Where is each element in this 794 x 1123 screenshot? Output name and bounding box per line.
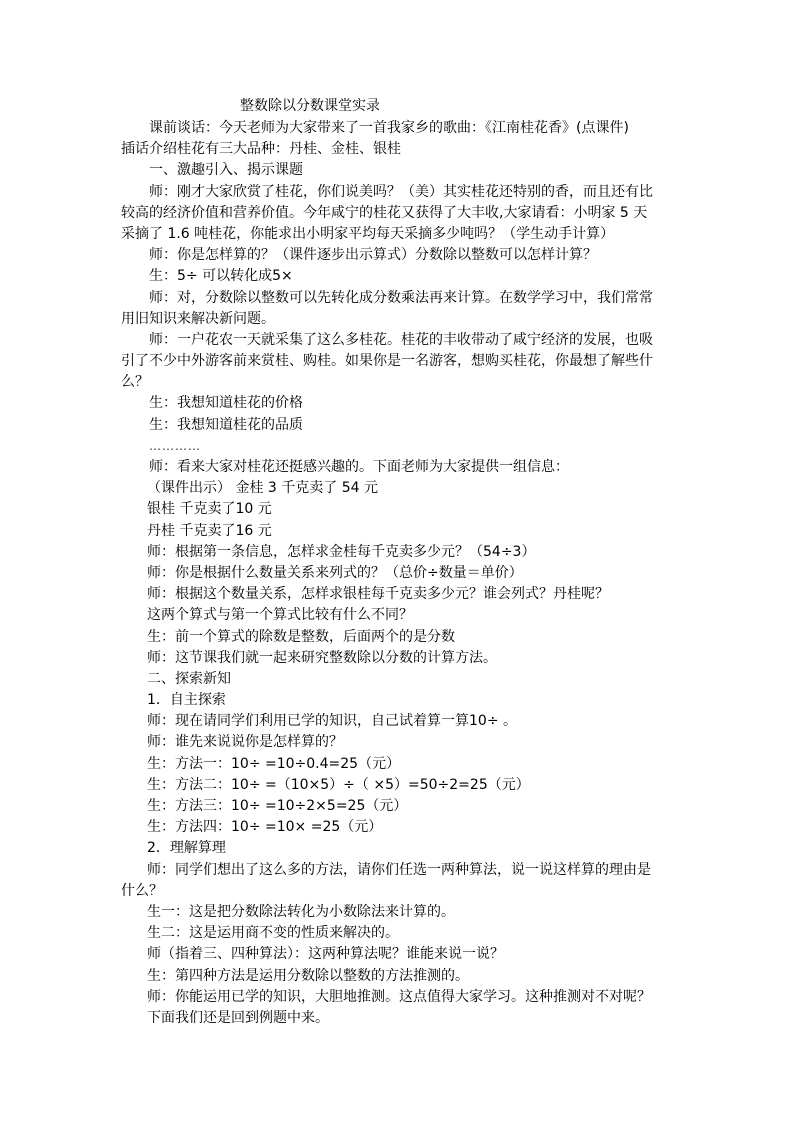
paragraph-line: 师：刚才大家欣赏了桂花，你们说美吗？（美）其实桂花还特别的香，而且还有比 <box>149 183 653 200</box>
paragraph-line: 么？ <box>121 374 149 391</box>
paragraph-line: 生：方法一：10÷ =10÷0.4=25（元） <box>147 755 401 772</box>
paragraph-line: 银桂 千克卖了10 元 <box>147 501 272 518</box>
paragraph-line: 丹桂 千克卖了16 元 <box>147 522 272 539</box>
paragraph-line: 师（指着三、四种算法）：这两种算法呢？谁能来说一说？ <box>147 946 504 963</box>
paragraph-line: 师：这节课我们就一起来研究整数除以分数的计算方法。 <box>147 649 497 666</box>
paragraph-line: 师：根据第一条信息，怎样求金桂每千克卖多少元？（54÷3） <box>147 543 536 560</box>
paragraph-line: 生：我想知道桂花的品质 <box>149 416 303 433</box>
paragraph-line: 采摘了 1.6 吨桂花，你能求出小明家平均每天采摘多少吨吗？（学生动手计算） <box>121 225 615 242</box>
paragraph-line: 用旧知识来解决新问题。 <box>121 310 275 327</box>
ellipsis-line: ………… <box>149 438 201 453</box>
paragraph-line: （课件出示） 金桂 3 千克卖了 54 元 <box>147 480 378 497</box>
paragraph-line: 生二：这是运用商不变的性质来解决的。 <box>147 925 399 942</box>
paragraph-line: 生：5÷ 可以转化成5× <box>149 268 293 285</box>
paragraph-line: 师：你是怎样算的？（课件逐步出示算式）分数除以整数可以怎样计算？ <box>149 247 597 264</box>
paragraph-line: 生：我想知道桂花的价格 <box>149 395 303 412</box>
paragraph-line: 这两个算式与第一个算式比较有什么不同？ <box>147 607 413 624</box>
paragraph-line: 生：方法三：10÷ =10÷2×5=25（元） <box>147 798 408 814</box>
paragraph-line: 生：第四种方法是运用分数除以整数的方法推测的。 <box>147 967 469 984</box>
paragraph-line: 插话介绍桂花有三大品种：丹桂、金桂、银桂 <box>121 141 401 158</box>
paragraph-line: 生：前一个算式的除数是整数，后面两个的是分数 <box>147 628 455 645</box>
paragraph-line: 师：一户花农一天就采集了这么多桂花。桂花的丰收带动了咸宁经济的发展，也吸 <box>149 331 653 348</box>
paragraph-line: 师：谁先来说说你是怎样算的？ <box>147 734 343 751</box>
paragraph-line: 较高的经济价值和营养价值。今年咸宁的桂花又获得了大丰收,大家请看：小明家 5 天 <box>121 204 648 221</box>
paragraph-line: 引了不少中外游客前来赏桂、购桂。如果你是一名游客，想购买桂花，你最想了解些什 <box>121 353 653 370</box>
paragraph-line: 生：方法四：10÷ =10× =25（元） <box>147 819 383 836</box>
section-heading: 一、激趣引入、揭示课题 <box>149 162 303 179</box>
paragraph-line: 师：现在请同学们利用已学的知识，自己试着算一算10÷ 。 <box>147 713 517 730</box>
paragraph-line: 下面我们还是回到例题中来。 <box>147 1009 329 1026</box>
subsection-heading: 1．自主探索 <box>147 692 226 709</box>
document-body <box>121 118 683 1029</box>
document-title: 整数除以分数课堂实录 <box>240 98 380 114</box>
paragraph-line: 生：方法二：10÷ =（10×5）÷（ ×5）=50÷2=25（元） <box>147 776 530 793</box>
paragraph-line: 师：你是根据什么数量关系来列式的？（总价÷数量＝单价） <box>147 564 523 581</box>
section-heading: 二、探索新知 <box>147 670 231 687</box>
paragraph-line: 师：看来大家对桂花还挺感兴趣的。下面老师为大家提供一组信息： <box>149 459 569 475</box>
paragraph-line: 课前谈话：今天老师为大家带来了一首我家乡的歌曲：《江南桂花香》(点课件) <box>149 120 629 136</box>
subsection-heading: 2．理解算理 <box>147 840 226 857</box>
paragraph-line: 生一：这是把分数除法转化为小数除法来计算的。 <box>147 903 455 920</box>
paragraph-line: 师：同学们想出了这么多的方法，请你们任选一两种算法，说一说这样算的理由是 <box>147 861 651 878</box>
paragraph-line: 师：根据这个数量关系，怎样求银桂每千克卖多少元？谁会列式？丹桂呢？ <box>147 586 609 603</box>
paragraph-line: 师：对，分数除以整数可以先转化成分数乘法再来计算。在数学学习中，我们常常 <box>149 289 653 306</box>
paragraph-line: 什么？ <box>121 882 163 899</box>
paragraph-line: 师：你能运用已学的知识，大胆地推测。这点值得大家学习。这种推测对不对呢？ <box>147 988 651 1005</box>
